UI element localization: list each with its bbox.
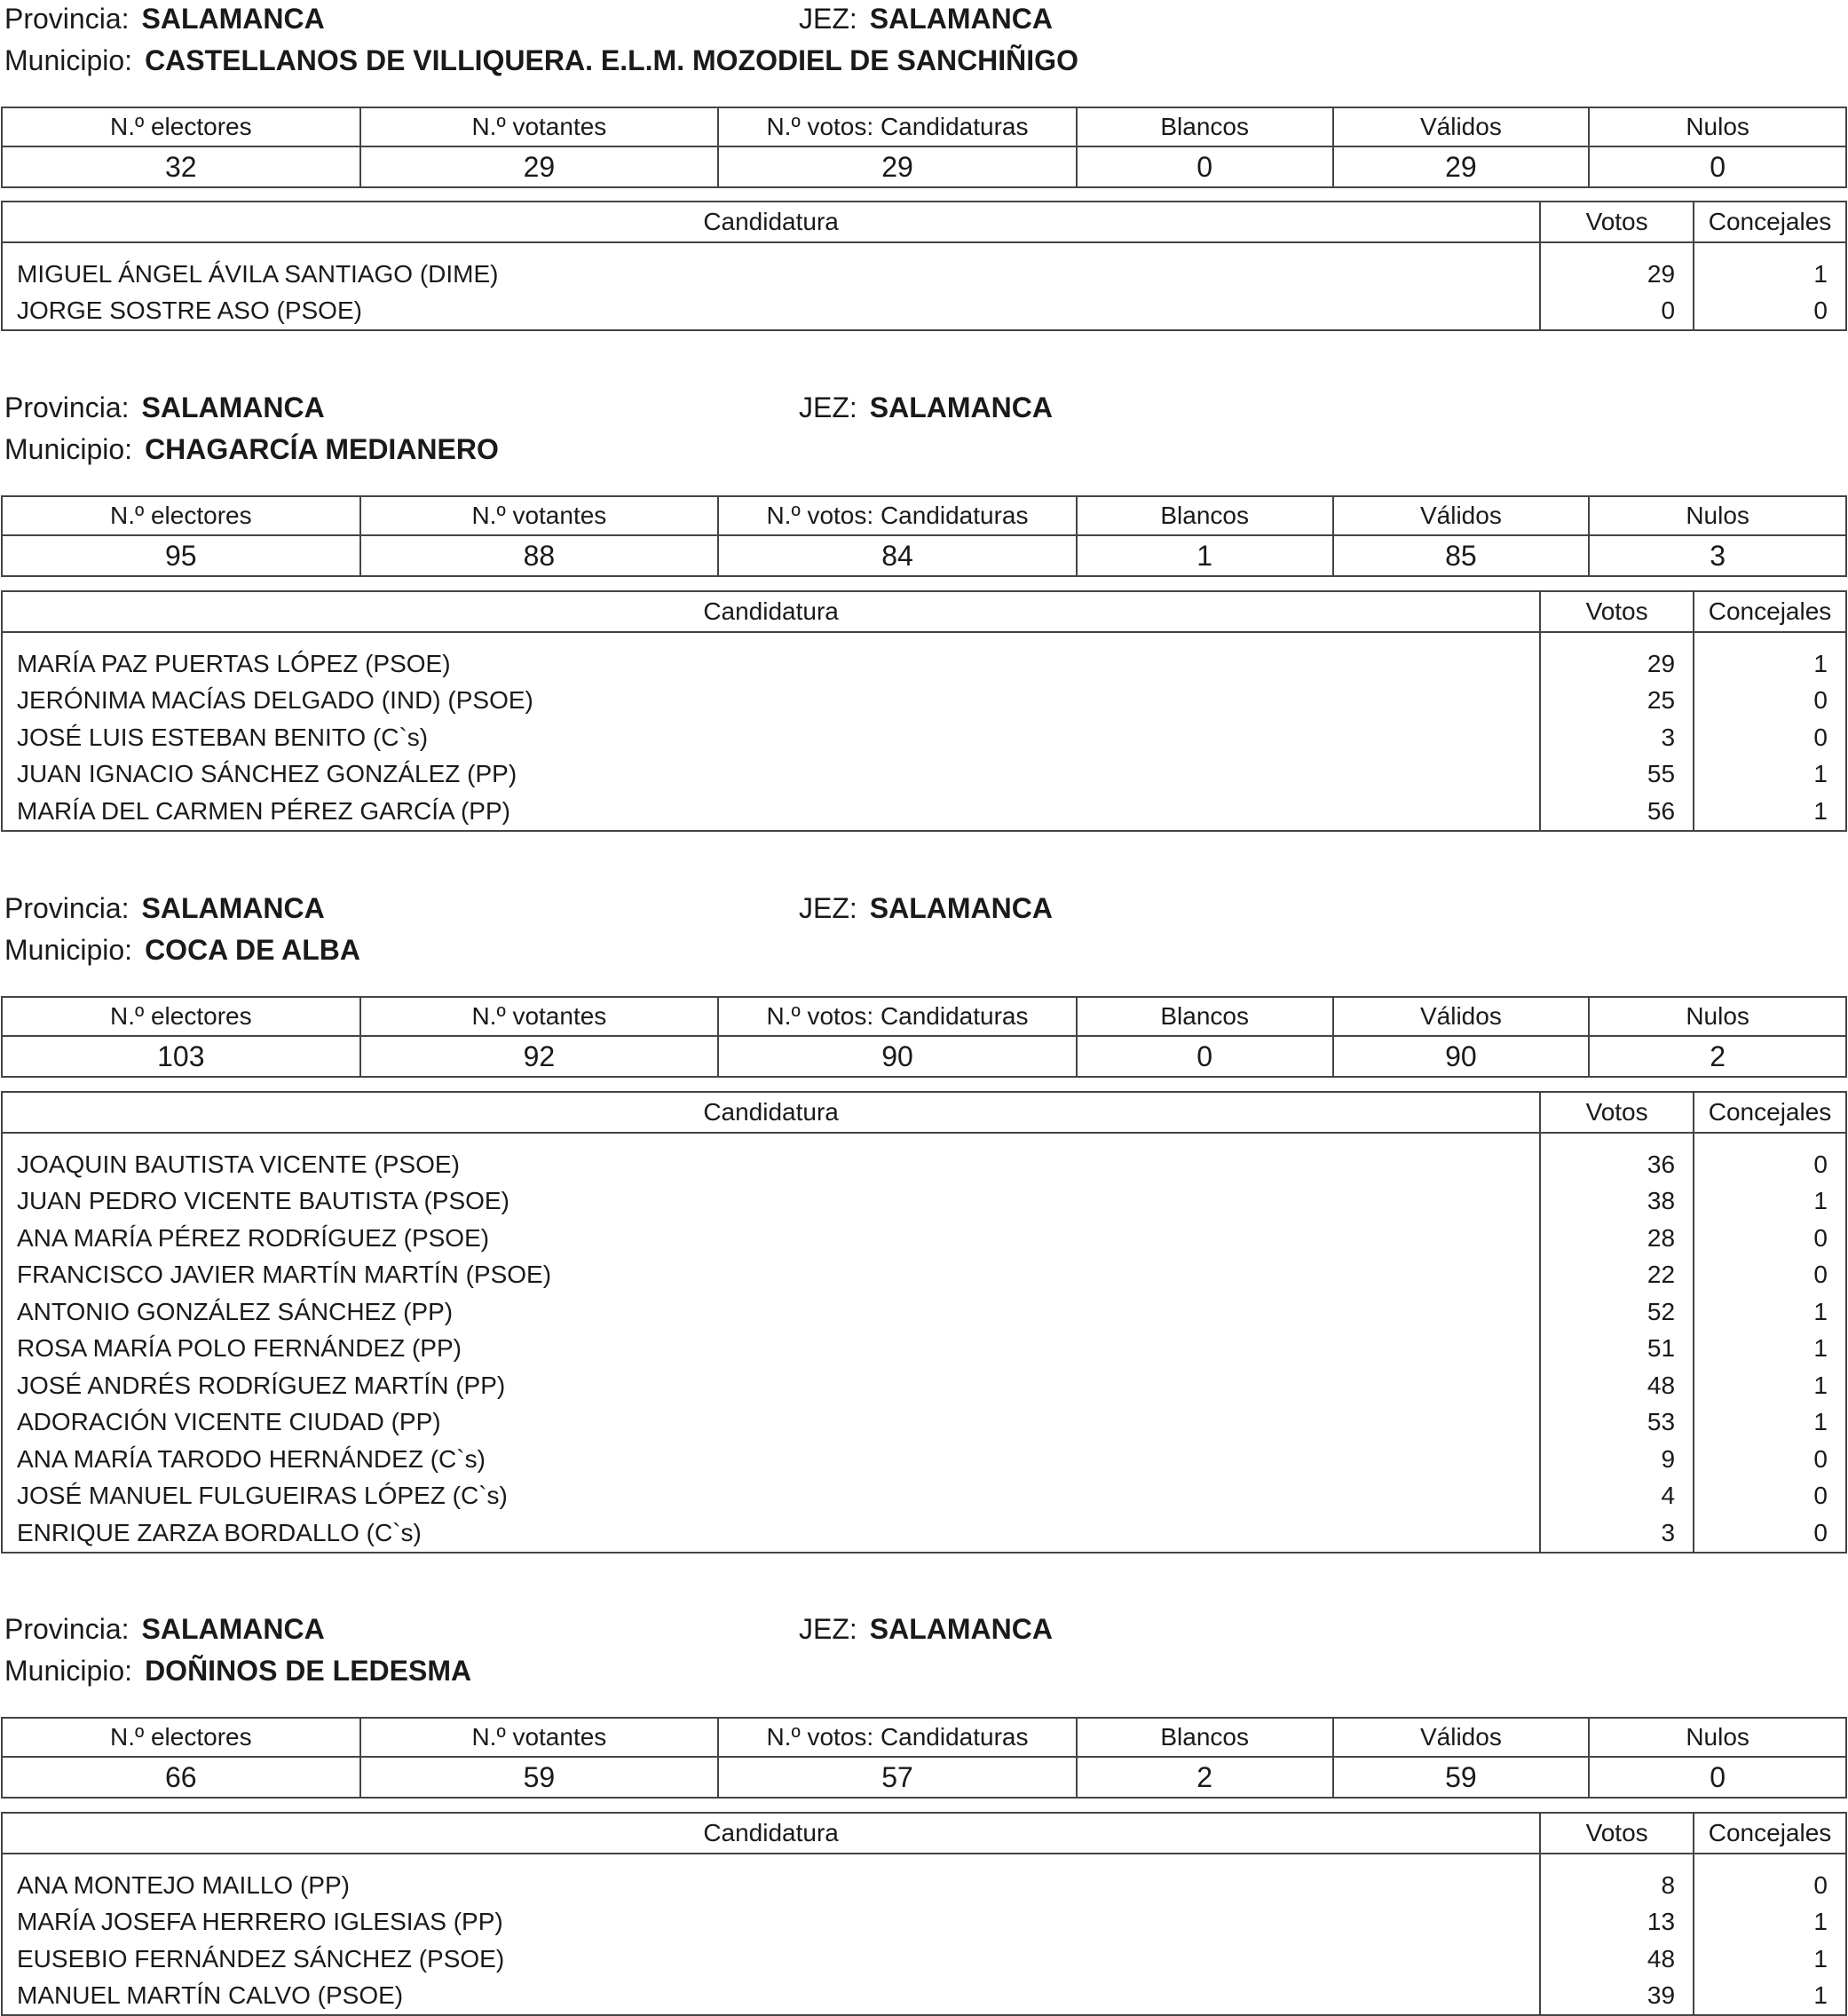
stats-value-blancos: 0 [1077,1036,1333,1077]
candidate-row [2,632,1846,683]
candidates-header-row [2,591,1846,632]
stats-value-nulos: 0 [1589,146,1846,187]
candidate-row [2,1367,1846,1404]
jez-label: JEZ: [799,3,857,35]
candidate-concejales: 1 [1694,242,1846,293]
stats-header-validos: Válidos [1333,107,1590,146]
candidate-row [2,1133,1846,1183]
jez-value: SALAMANCA [869,3,1053,35]
candidate-name: MIGUEL ÁNGEL ÁVILA SANTIAGO (DIME) [2,242,1540,293]
provincia-line [4,1611,325,1647]
jez-value: SALAMANCA [869,892,1053,924]
stats-header-votos_cand: N.º votos: Candidaturas [718,107,1077,146]
stats-value-votantes: 29 [360,146,719,187]
header-concejales: Concejales [1694,202,1846,242]
candidate-votos: 29 [1540,632,1694,683]
candidate-name: ANA MARÍA TARODO HERNÁNDEZ (C`s) [2,1441,1540,1478]
candidates-table [1,1091,1847,1554]
jez-line [799,390,1053,425]
provincia-label: Provincia: [4,3,130,35]
candidate-concejales: 1 [1694,756,1846,794]
stats-header-row [2,496,1846,535]
stats-header-electores: N.º electores [2,496,360,535]
stats-header-electores: N.º electores [2,107,360,146]
stats-header-nulos: Nulos [1589,107,1846,146]
stats-table [1,107,1847,188]
municipio-line [4,43,1078,78]
header-votos: Votos [1540,591,1694,632]
provincia-value: SALAMANCA [141,1613,325,1645]
candidate-name: MARÍA PAZ PUERTAS LÓPEZ (PSOE) [2,632,1540,683]
municipio-line [4,431,499,467]
stats-value-blancos: 2 [1077,1757,1333,1798]
stats-header-votos_cand: N.º votos: Candidaturas [718,496,1077,535]
candidate-name: MARÍA JOSEFA HERRERO IGLESIAS (PP) [2,1904,1540,1941]
candidate-votos: 55 [1540,756,1694,794]
candidate-votos: 9 [1540,1441,1694,1478]
municipio-value: DOÑINOS DE LEDESMA [145,1655,472,1687]
municipio-label: Municipio: [4,934,133,966]
candidate-concejales: 0 [1694,1133,1846,1183]
candidate-votos: 4 [1540,1478,1694,1515]
candidate-row [2,242,1846,293]
candidate-votos: 25 [1540,683,1694,720]
jez-line [799,1611,1053,1647]
stats-header-row [2,1718,1846,1757]
stats-header-blancos: Blancos [1077,1718,1333,1757]
candidate-concejales: 1 [1694,1904,1846,1941]
candidate-row [2,1293,1846,1331]
candidate-concejales: 1 [1694,632,1846,683]
stats-table [1,1717,1847,1799]
candidate-concejales: 1 [1694,1331,1846,1368]
candidate-votos: 22 [1540,1257,1694,1294]
stats-header-votantes: N.º votantes [360,1718,719,1757]
stats-value-row [2,1036,1846,1077]
candidate-row [2,1478,1846,1515]
stats-header-nulos: Nulos [1589,1718,1846,1757]
stats-table [1,996,1847,1078]
candidate-name: JOAQUIN BAUTISTA VICENTE (PSOE) [2,1133,1540,1183]
municipio-line [4,932,360,968]
stats-value-nulos: 2 [1589,1036,1846,1077]
jez-label: JEZ: [799,892,857,924]
jez-line [799,890,1053,926]
stats-header-validos: Válidos [1333,496,1590,535]
candidate-concejales: 0 [1694,293,1846,331]
stats-header-votantes: N.º votantes [360,107,719,146]
stats-header-blancos: Blancos [1077,997,1333,1036]
provincia-value: SALAMANCA [141,3,325,35]
candidate-name: JOSÉ ANDRÉS RODRÍGUEZ MARTÍN (PP) [2,1367,1540,1404]
jez-value: SALAMANCA [869,391,1053,423]
candidate-concejales: 0 [1694,1854,1846,1904]
candidate-votos: 56 [1540,793,1694,831]
candidate-name: JUAN IGNACIO SÁNCHEZ GONZÁLEZ (PP) [2,756,1540,794]
candidate-concejales: 1 [1694,1978,1846,2016]
candidate-concejales: 0 [1694,1478,1846,1515]
candidate-concejales: 1 [1694,1293,1846,1331]
candidate-name: JUAN PEDRO VICENTE BAUTISTA (PSOE) [2,1183,1540,1221]
header-concejales: Concejales [1694,1813,1846,1854]
stats-header-nulos: Nulos [1589,496,1846,535]
provincia-line [4,390,325,425]
jez-line [799,1,1053,36]
candidate-row [2,1183,1846,1221]
stats-header-row [2,997,1846,1036]
header-votos: Votos [1540,202,1694,242]
candidates-table [1,201,1847,331]
stats-value-validos: 59 [1333,1757,1590,1798]
candidate-row [2,683,1846,720]
stats-value-electores: 32 [2,146,360,187]
candidate-name: EUSEBIO FERNÁNDEZ SÁNCHEZ (PSOE) [2,1941,1540,1978]
candidate-concejales: 0 [1694,683,1846,720]
candidate-row [2,1904,1846,1941]
candidate-votos: 39 [1540,1978,1694,2016]
candidate-concejales: 1 [1694,1183,1846,1221]
municipio-value: CASTELLANOS DE VILLIQUERA. E.L.M. MOZODIEL DE SANCHIÑIGO [145,44,1078,76]
stats-value-validos: 29 [1333,146,1590,187]
header-votos: Votos [1540,1092,1694,1133]
provincia-value: SALAMANCA [141,391,325,423]
candidate-concejales: 1 [1694,1941,1846,1978]
candidate-row [2,293,1846,331]
candidate-name: JOSÉ MANUEL FULGUEIRAS LÓPEZ (C`s) [2,1478,1540,1515]
provincia-value: SALAMANCA [141,892,325,924]
header-concejales: Concejales [1694,1092,1846,1133]
stats-value-electores: 95 [2,535,360,576]
candidate-votos: 52 [1540,1293,1694,1331]
stats-header-votos_cand: N.º votos: Candidaturas [718,1718,1077,1757]
candidate-votos: 38 [1540,1183,1694,1221]
stats-header-votantes: N.º votantes [360,997,719,1036]
candidate-votos: 0 [1540,293,1694,331]
stats-value-blancos: 1 [1077,535,1333,576]
header-candidatura: Candidatura [2,1092,1540,1133]
candidate-name: MARÍA DEL CARMEN PÉREZ GARCÍA (PP) [2,793,1540,831]
candidate-votos: 48 [1540,1941,1694,1978]
candidate-name: ROSA MARÍA POLO FERNÁNDEZ (PP) [2,1331,1540,1368]
stats-value-row [2,535,1846,576]
candidate-row [2,1441,1846,1478]
candidate-name: ANA MONTEJO MAILLO (PP) [2,1854,1540,1904]
candidate-name: JORGE SOSTRE ASO (PSOE) [2,293,1540,331]
jez-label: JEZ: [799,1613,857,1645]
candidate-row [2,756,1846,794]
candidates-header-row [2,202,1846,242]
stats-header-blancos: Blancos [1077,107,1333,146]
candidate-name: JERÓNIMA MACÍAS DELGADO (IND) (PSOE) [2,683,1540,720]
stats-value-votantes: 92 [360,1036,719,1077]
candidate-name: ANTONIO GONZÁLEZ SÁNCHEZ (PP) [2,1293,1540,1331]
candidate-name: JOSÉ LUIS ESTEBAN BENITO (C`s) [2,719,1540,756]
stats-value-electores: 66 [2,1757,360,1798]
provincia-label: Provincia: [4,391,130,423]
candidate-row [2,1220,1846,1257]
stats-header-nulos: Nulos [1589,997,1846,1036]
provincia-line [4,890,325,926]
stats-value-votantes: 59 [360,1757,719,1798]
candidate-votos: 29 [1540,242,1694,293]
candidate-votos: 8 [1540,1854,1694,1904]
stats-value-validos: 90 [1333,1036,1590,1077]
header-candidatura: Candidatura [2,1813,1540,1854]
stats-value-nulos: 3 [1589,535,1846,576]
candidate-name: ANA MARÍA PÉREZ RODRÍGUEZ (PSOE) [2,1220,1540,1257]
candidate-votos: 48 [1540,1367,1694,1404]
stats-value-electores: 103 [2,1036,360,1077]
candidates-header-row [2,1813,1846,1854]
stats-value-votantes: 88 [360,535,719,576]
candidate-row [2,1854,1846,1904]
jez-value: SALAMANCA [869,1613,1053,1645]
candidate-row [2,719,1846,756]
candidate-votos: 53 [1540,1404,1694,1442]
candidate-row [2,1978,1846,2016]
stats-value-votos_cand: 90 [718,1036,1077,1077]
municipio-value: COCA DE ALBA [145,934,361,966]
candidate-votos: 36 [1540,1133,1694,1183]
candidate-concejales: 0 [1694,1220,1846,1257]
stats-header-validos: Válidos [1333,1718,1590,1757]
municipio-value: CHAGARCÍA MEDIANERO [145,433,499,465]
stats-value-validos: 85 [1333,535,1590,576]
candidate-row [2,1404,1846,1442]
stats-header-votos_cand: N.º votos: Candidaturas [718,997,1077,1036]
candidate-votos: 51 [1540,1331,1694,1368]
provincia-label: Provincia: [4,1613,130,1645]
stats-value-blancos: 0 [1077,146,1333,187]
stats-header-electores: N.º electores [2,997,360,1036]
provincia-line [4,1,325,36]
candidate-name: ADORACIÓN VICENTE CIUDAD (PP) [2,1404,1540,1442]
candidate-row [2,1331,1846,1368]
candidate-name: ENRIQUE ZARZA BORDALLO (C`s) [2,1514,1540,1553]
stats-value-row [2,146,1846,187]
candidates-header-row [2,1092,1846,1133]
stats-value-votos_cand: 57 [718,1757,1077,1798]
candidate-name: FRANCISCO JAVIER MARTÍN MARTÍN (PSOE) [2,1257,1540,1294]
candidate-concejales: 1 [1694,1404,1846,1442]
candidate-concejales: 0 [1694,719,1846,756]
stats-value-row [2,1757,1846,1798]
candidates-table [1,1812,1847,2016]
candidates-table [1,590,1847,832]
stats-table [1,495,1847,577]
stats-header-validos: Válidos [1333,997,1590,1036]
municipio-label: Municipio: [4,433,133,465]
header-candidatura: Candidatura [2,591,1540,632]
candidate-votos: 3 [1540,719,1694,756]
candidate-votos: 13 [1540,1904,1694,1941]
candidate-concejales: 0 [1694,1441,1846,1478]
candidate-concejales: 0 [1694,1514,1846,1553]
stats-value-nulos: 0 [1589,1757,1846,1798]
candidate-row [2,1514,1846,1553]
header-candidatura: Candidatura [2,202,1540,242]
header-votos: Votos [1540,1813,1694,1854]
candidate-concejales: 1 [1694,1367,1846,1404]
stats-header-electores: N.º electores [2,1718,360,1757]
candidate-name: MANUEL MARTÍN CALVO (PSOE) [2,1978,1540,2016]
municipio-line [4,1653,471,1688]
candidate-row [2,1941,1846,1978]
header-concejales: Concejales [1694,591,1846,632]
provincia-label: Provincia: [4,892,130,924]
candidate-votos: 28 [1540,1220,1694,1257]
municipio-label: Municipio: [4,44,133,76]
stats-header-row [2,107,1846,146]
candidate-concejales: 0 [1694,1257,1846,1294]
municipio-label: Municipio: [4,1655,133,1687]
jez-label: JEZ: [799,391,857,423]
candidate-row [2,1257,1846,1294]
stats-value-votos_cand: 84 [718,535,1077,576]
candidate-concejales: 1 [1694,793,1846,831]
candidate-row [2,793,1846,831]
stats-header-blancos: Blancos [1077,496,1333,535]
stats-header-votantes: N.º votantes [360,496,719,535]
stats-value-votos_cand: 29 [718,146,1077,187]
candidate-votos: 3 [1540,1514,1694,1553]
